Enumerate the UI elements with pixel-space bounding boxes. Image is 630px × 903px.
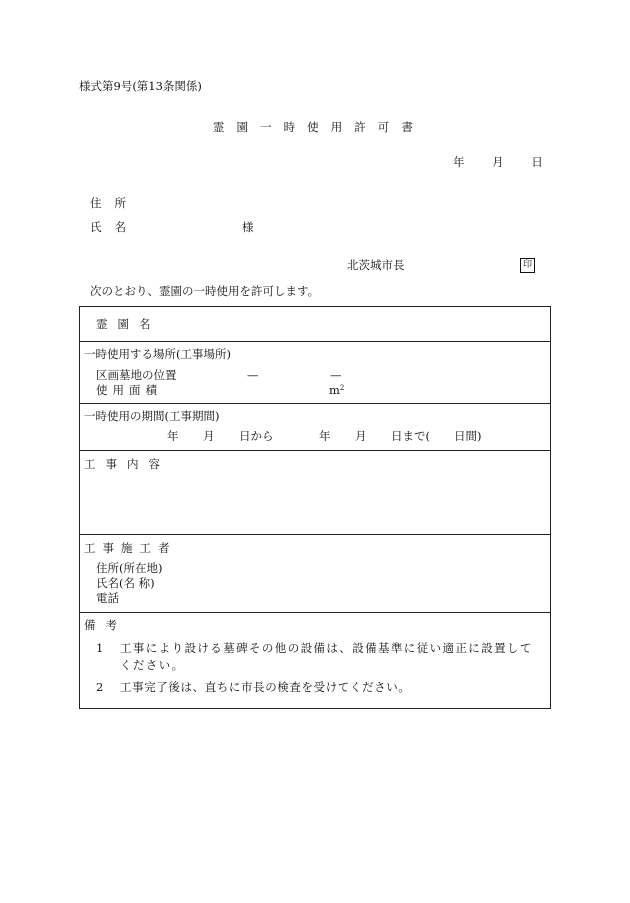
location-row bbox=[80, 342, 550, 404]
plot-dash-1: — bbox=[247, 368, 259, 382]
issue-date bbox=[453, 157, 543, 169]
note-text: 工事により設ける墓碑その他の設備は、設備基準に従い適正に設置してください。 bbox=[120, 641, 533, 672]
notes-row bbox=[80, 613, 550, 708]
applicant-address-label: 住所 bbox=[90, 196, 139, 210]
contractor-name: 氏名(名 称) bbox=[96, 576, 155, 590]
note-item bbox=[96, 679, 546, 696]
issuer-mayor: 北茨城市長 bbox=[347, 258, 405, 272]
area-unit: $m^2$ bbox=[329, 383, 345, 397]
note-item bbox=[96, 640, 546, 674]
plot-position-label: 区画墓地の位置 bbox=[96, 368, 177, 382]
period-to-month: 月 bbox=[355, 429, 367, 443]
contractor-row bbox=[80, 535, 550, 613]
period-to-year: 年 bbox=[319, 429, 331, 443]
date-month: 月 bbox=[492, 155, 504, 169]
location-header: 一時使用する場所(工事場所) bbox=[84, 347, 231, 361]
note-number: 1 bbox=[96, 641, 105, 655]
document-title: 霊 園 一 時 使 用 許 可 書 bbox=[212, 120, 418, 134]
date-year: 年 bbox=[453, 155, 465, 169]
contractor-address: 住所(所在地) bbox=[96, 561, 163, 575]
period-days: 日間) bbox=[454, 429, 482, 443]
seal-mark: 印 bbox=[520, 258, 535, 273]
contractor-phone: 電話 bbox=[96, 591, 119, 605]
period-from-year: 年 bbox=[167, 429, 179, 443]
area-label: 使用面積 bbox=[96, 383, 162, 397]
period-from-day: 日から bbox=[239, 429, 274, 443]
permit-table bbox=[79, 306, 551, 709]
applicant-name-label: 氏名 bbox=[90, 220, 139, 234]
intro-text: 次のとおり、霊園の一時使用を許可します。 bbox=[90, 284, 320, 298]
cemetery-name-label: 霊園名 bbox=[96, 317, 161, 331]
cemetery-name-row bbox=[80, 307, 550, 342]
notes-header: 備考 bbox=[84, 618, 127, 632]
work-content-row bbox=[80, 451, 550, 535]
note-text: 工事完了後は、直ちに市長の検査を受けてください。 bbox=[120, 680, 411, 694]
note-number: 2 bbox=[96, 680, 104, 694]
plot-dash-2: — bbox=[330, 368, 342, 382]
date-day: 日 bbox=[531, 155, 543, 169]
contractor-header: 工事施工者 bbox=[84, 541, 177, 555]
period-to-day: 日まで( bbox=[391, 429, 430, 443]
applicant-honorific: 様 bbox=[242, 220, 254, 234]
form-number: 様式第9号(第13条関係) bbox=[79, 79, 202, 93]
period-row bbox=[80, 404, 550, 451]
period-from-month: 月 bbox=[203, 429, 215, 443]
work-content-label: 工事内容 bbox=[84, 457, 170, 471]
period-header: 一時使用の期間(工事期間) bbox=[84, 409, 220, 423]
